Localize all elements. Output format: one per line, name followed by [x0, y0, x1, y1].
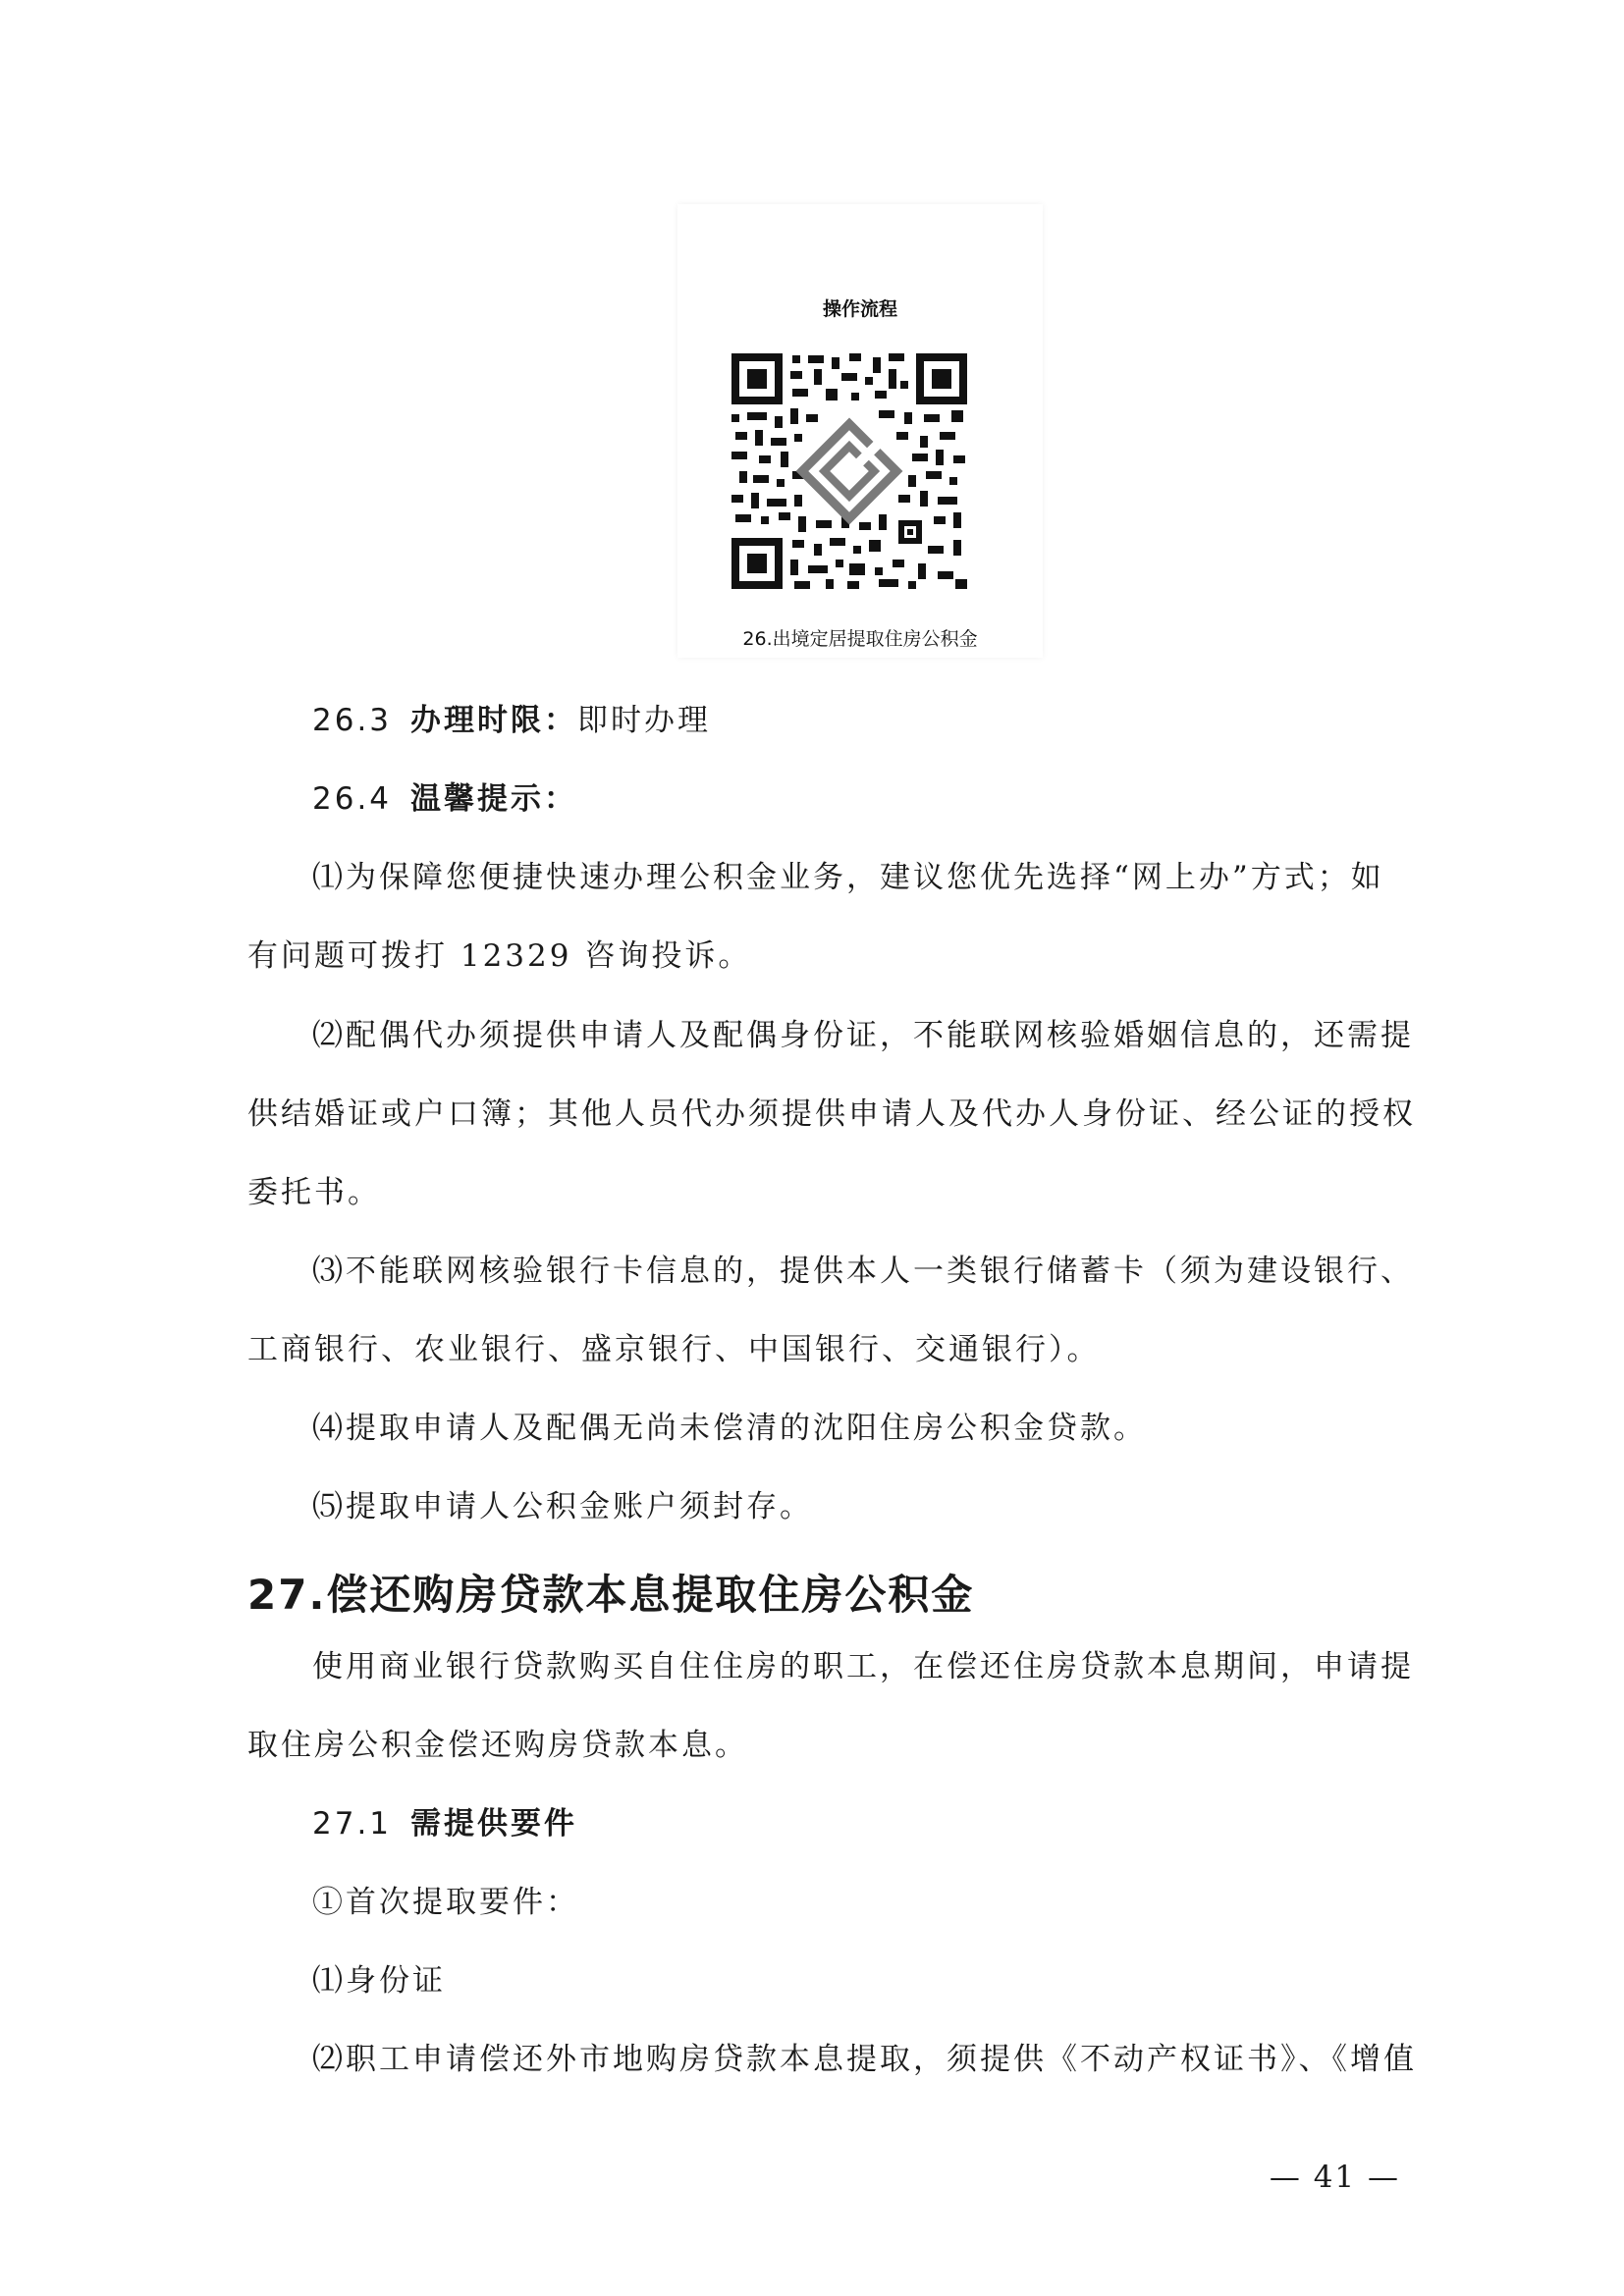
subheading-label: 办理时限： [410, 703, 577, 738]
subheading-26-3 [312, 701, 1451, 740]
requirement-item-2: ⑵职工申请偿还外市地购房贷款本息提取，须提供《不动产权证书》、《增值 [312, 2042, 1417, 2077]
tip-2-line-1: ⑵配偶代办须提供申请人及配偶身份证，不能联网核验婚姻信息的，还需提 [312, 1018, 1414, 1053]
tip-4-line-1: ⑷提取申请人及配偶无尚未偿清的沈阳住房公积金贷款。 [312, 1411, 1147, 1446]
subheading-number: 27.1 [312, 1806, 393, 1842]
first-time-requirements: ①首次提取要件： [312, 1885, 579, 1920]
subheading-value: 即时办理 [577, 703, 711, 738]
subheading-label: 需提供要件 [410, 1806, 577, 1842]
subheading-26-4 [312, 779, 1451, 819]
tip-3-line-1: ⑶不能联网核验银行卡信息的，提供本人一类银行储蓄卡（须为建设银行、 [312, 1254, 1414, 1289]
tip-2-line-2: 供结婚证或户口簿；其他人员代办须提供申请人及代办人身份证、经公证的授权 [247, 1096, 1416, 1132]
qr-code-card [677, 204, 1043, 658]
section-27-intro-line-1: 使用商业银行贷款购买自住住房的职工，在偿还住房贷款本息期间，申请提 [312, 1649, 1414, 1684]
subheading-number: 26.4 [312, 781, 393, 817]
section-27-intro-line-2: 取住房公积金偿还购房贷款本息。 [247, 1728, 748, 1763]
subheading-number: 26.3 [312, 703, 393, 738]
subheading-27-1 [312, 1804, 1451, 1843]
section-title-27: 27.偿还购房贷款本息提取住房公积金 [247, 1571, 975, 1619]
qr-card-caption: 26.出境定居提取住房公积金 [742, 628, 978, 650]
tip-3-line-2: 工商银行、农业银行、盛京银行、中国银行、交通银行）。 [247, 1332, 1101, 1367]
page-number: — 41 — [1269, 2160, 1400, 2195]
requirement-item-1: ⑴身份证 [312, 1963, 446, 1999]
tip-1-line-1: ⑴为保障您便捷快速办理公积金业务，建议您优先选择“网上办”方式；如 [312, 860, 1384, 895]
qr-card-title: 操作流程 [822, 298, 897, 320]
tip-1-line-2: 有问题可拨打 12329 咨询投诉。 [247, 938, 752, 974]
qr-code-icon[interactable] [731, 353, 967, 589]
subheading-label: 温馨提示： [410, 781, 577, 817]
tip-2-line-3: 委托书。 [247, 1175, 381, 1210]
tip-5-line-1: ⑸提取申请人公积金账户须封存。 [312, 1489, 813, 1524]
